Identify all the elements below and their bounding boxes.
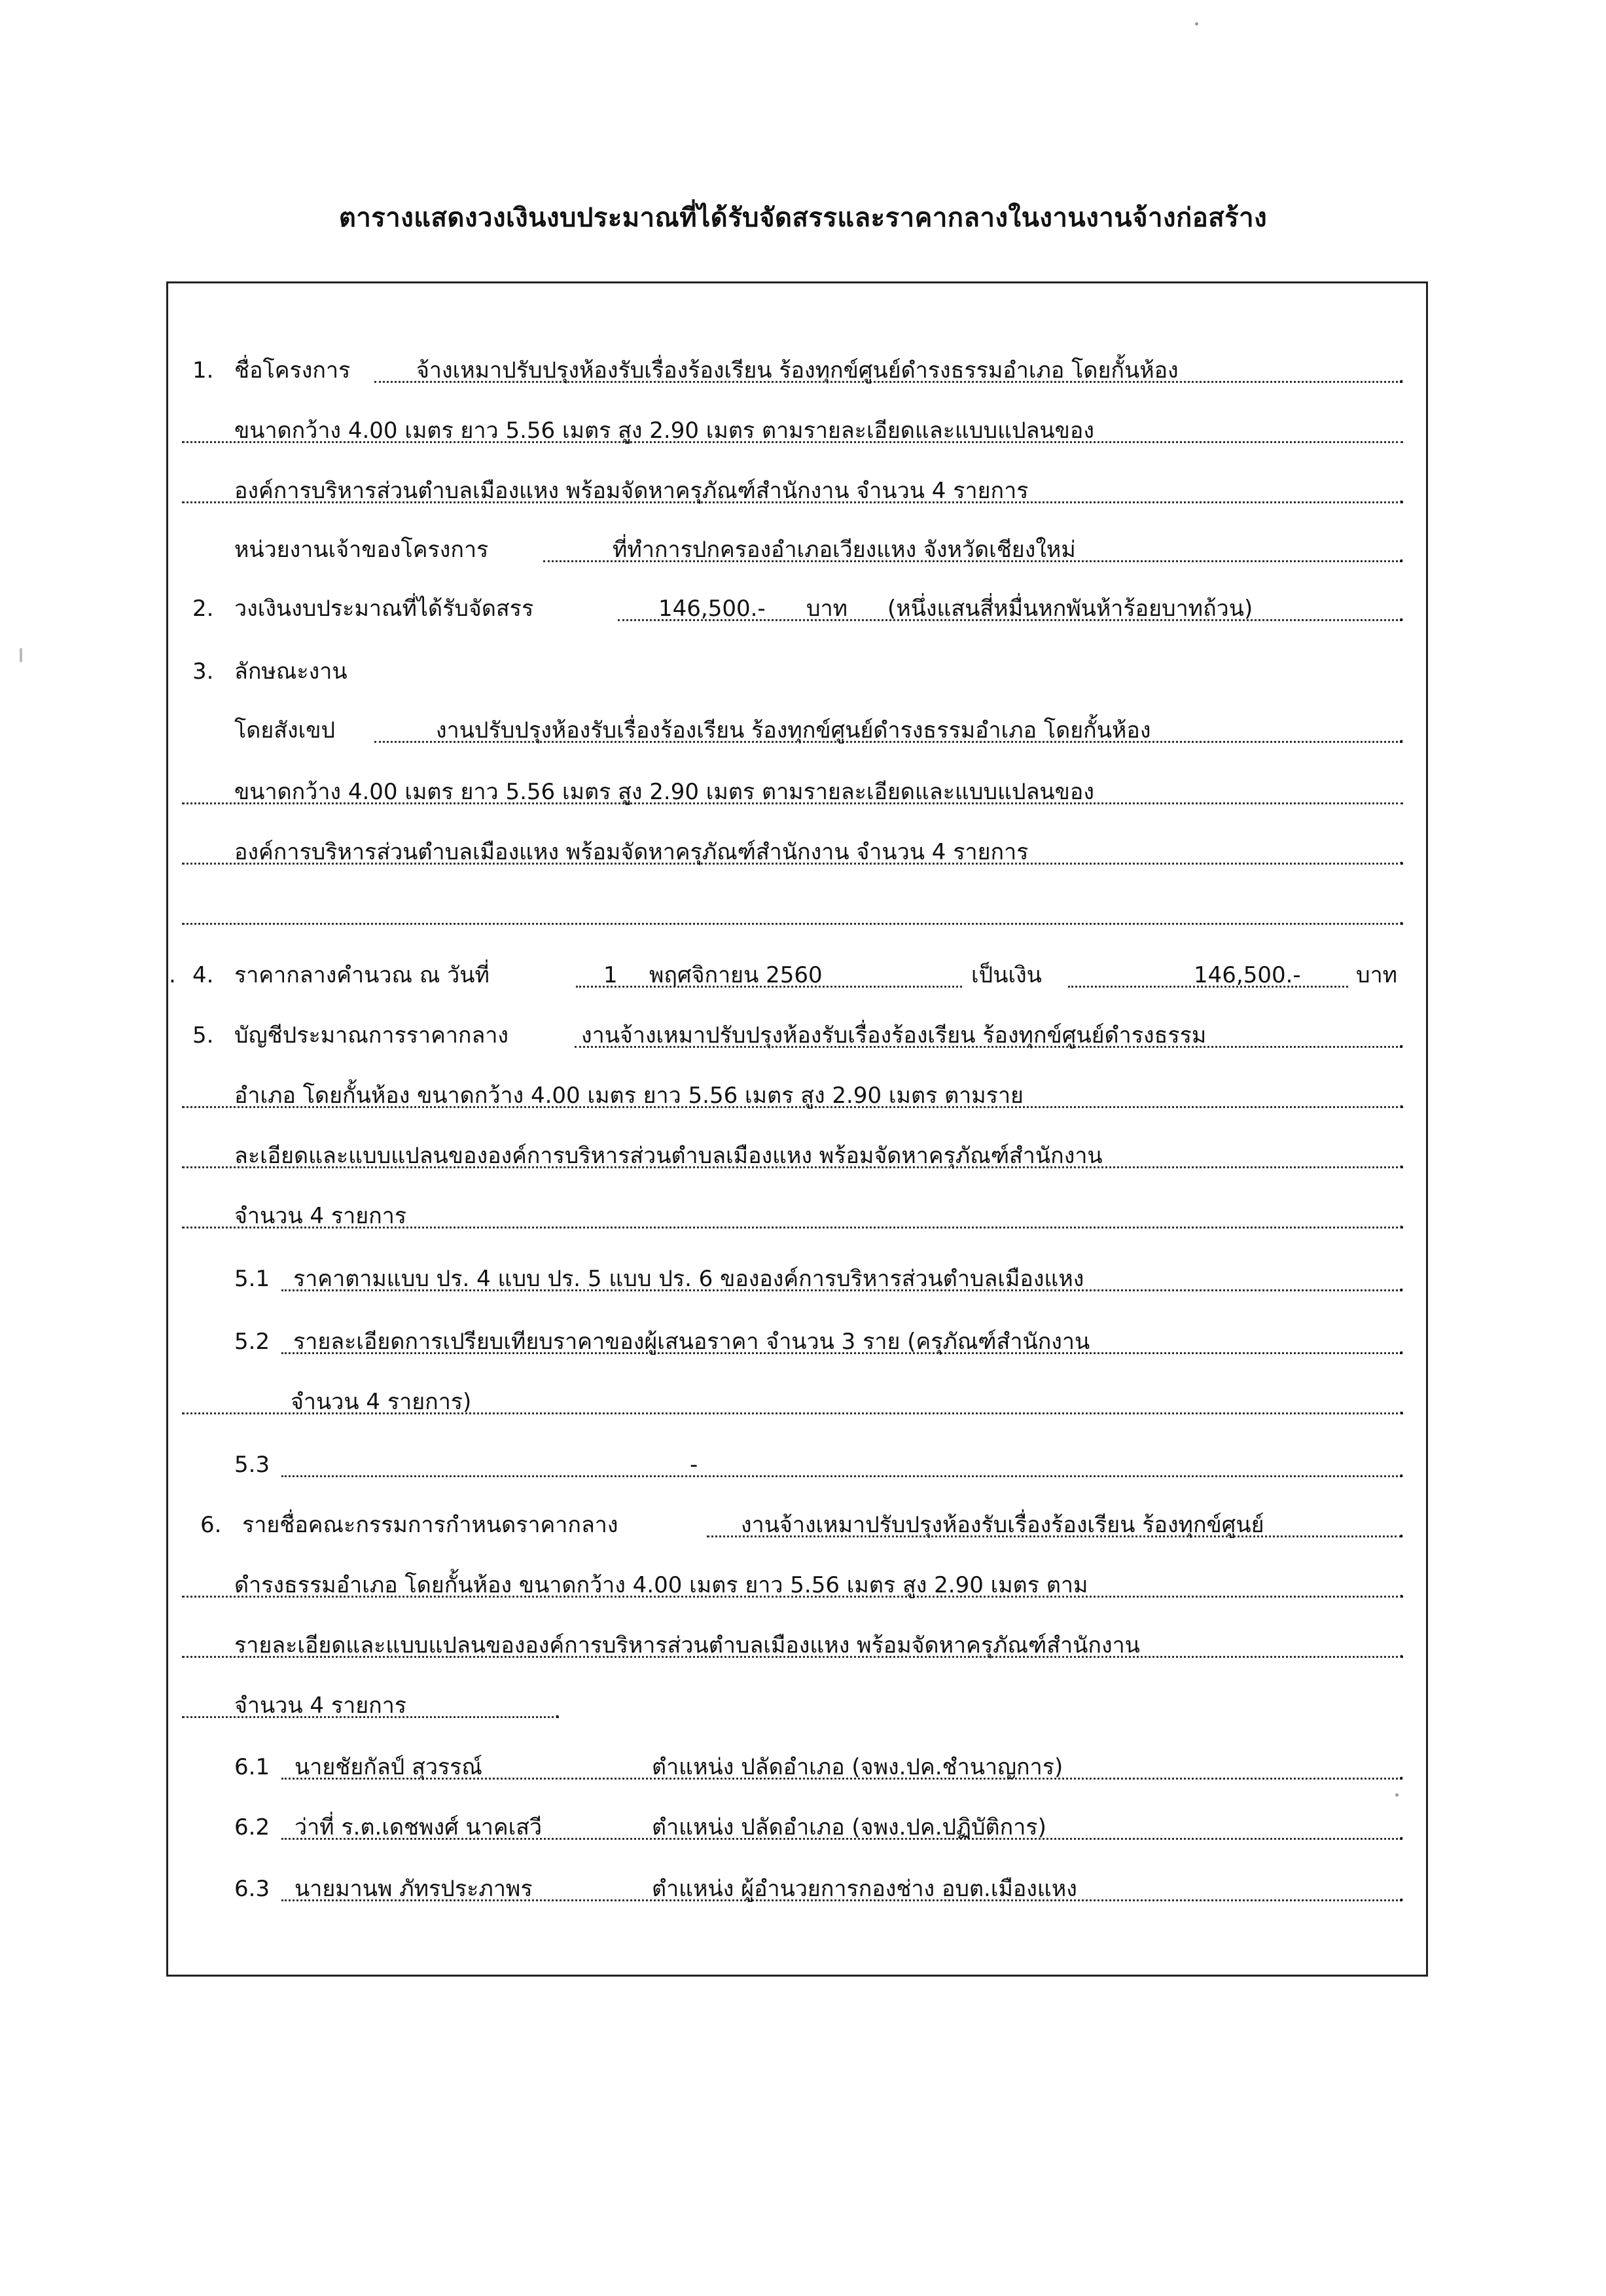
end-mark: . [1398,1457,1405,1483]
item3-row [0,652,1606,691]
item5-sub2-continuation: จำนวน 4 รายการ) [291,1389,472,1415]
item5-sub3-text: - [690,1452,698,1478]
end-mark: . [1398,723,1405,749]
item1-owner-row [0,530,1606,569]
end-mark: . [1398,1577,1405,1604]
item2-amount: 146,500.- [658,596,766,622]
item2-amount-words: (หนึ่งแสนสี่หมื่นหกพันห้าร้อยบาทถ้วน) [887,596,1253,622]
end-mark: . [1398,1028,1405,1054]
item5-sub2-cont-row [0,1382,1606,1422]
item2-row [0,589,1606,628]
item6-row2 [0,1566,1606,1605]
item2-label: วงเงินงบประมาณที่ได้รับจัดสรร [234,596,534,622]
item5-description-line3: ละเอียดและแบบแปลนขององค์การบริหารส่วนตำบลเมืองแหง พร้อมจัดหาครุภัณฑ์สำนักงาน [234,1143,1103,1169]
item5-number: 5. [192,1022,214,1049]
end-mark: . [1398,1759,1405,1785]
item6-row3 [0,1626,1606,1665]
scan-speck [20,648,22,662]
member-position: ตำแหน่ง ผู้อำนวยการกองช่าง อบต.เมืองแหง [652,1876,1077,1902]
item5-sub1-number: 5.1 [234,1266,270,1292]
dotted-line [182,923,1403,925]
item3-row1 [0,711,1606,750]
item3-row2 [0,772,1606,812]
end-mark: . [1398,1881,1405,1907]
item1-row1 [0,351,1606,390]
item1-row2 [0,411,1606,450]
item4-row [0,956,1606,995]
item3-row4-blank [0,893,1606,932]
member-number: 6.2 [234,1814,270,1840]
end-mark: . [1398,1148,1405,1174]
item6-description-line1: งานจ้างเหมาปรับปรุงห้องรับเรื่องร้องเรียน ร้องทุกข์ศูนย์ [741,1512,1264,1538]
page-title: ตารางแสดงวงเงินงบประมาณที่ได้รับจัดสรรและราคากลางในงานงานจ้างก่อสร้าง [338,203,1268,233]
item6-description-line4: จำนวน 4 รายการ [234,1693,407,1719]
item1-label: ชื่อโครงการ [234,357,351,384]
item5-sub2-row [0,1322,1606,1361]
item4-number: 4. [192,962,214,988]
item5-row4 [0,1196,1606,1236]
member-name: ว่าที่ ร.ต.เดชพงศ์ นาคเสวี [294,1814,543,1840]
item3-description-line3: องค์การบริหารส่วนตำบลเมืองแหง พร้อมจัดหาครุภัณฑ์สำนักงาน จำนวน 4 รายการ [234,839,1029,865]
item4-label: ราคากลางคำนวณ ณ วันที่ [234,962,490,988]
item5-description-line4: จำนวน 4 รายการ [234,1203,407,1229]
member-position: ตำแหน่ง ปลัดอำเภอ (จพง.ปค.ชำนาญการ) [652,1754,1063,1780]
item5-description-line1: งานจ้างเหมาปรับปรุงห้องรับเรื่องร้องเรียน ร้องทุกข์ศูนย์ดำรงธรรม [581,1022,1207,1049]
item3-description-line2: ขนาดกว้าง 4.00 เมตร ยาว 5.56 เมตร สูง 2.90 เมตร ตามรายละเอียดและแบบแปลนของ [234,779,1094,805]
item6-description-line3: รายละเอียดและแบบแปลนขององค์การบริหารส่วนตำบลเมืองแหง พร้อมจัดหาครุภัณฑ์สำนักงาน [234,1632,1140,1659]
end-mark: . [1398,1271,1405,1297]
item5-row1 [0,1016,1606,1055]
item3-description-line1: งานปรับปรุงห้องรับเรื่องร้องเรียน ร้องทุกข์ศูนย์ดำรงธรรมอำเภอ โดยกั้นห้อง [436,717,1151,744]
item1-row3 [0,471,1606,511]
item5-description-line2: อำเภอ โดยกั้นห้อง ขนาดกว้าง 4.00 เมตร ยาว 5.56 เมตร สูง 2.90 เมตร ตามราย [234,1083,1024,1109]
item6-row1 [0,1505,1606,1545]
item5-sub2-text: รายละเอียดการเปรียบเทียบราคาของผู้เสนอราคา จำนวน 3 ราย (ครุภัณฑ์สำนักงาน [293,1329,1090,1355]
end-mark: . [1398,483,1405,509]
margin-dot: . [169,962,176,988]
item1-number: 1. [192,357,214,384]
item5-sub1-text: ราคาตามแบบ ปร. 4 แบบ ปร. 5 แบบ ปร. 6 ขององค์การบริหารส่วนตำบลเมืองแหง [293,1266,1084,1292]
item1-project-name-line2: ขนาดกว้าง 4.00 เมตร ยาว 5.56 เมตร สูง 2.90 เมตร ตามรายละเอียดและแบบแปลนของ [234,418,1094,444]
item4-amount: 146,500.- [1194,962,1301,988]
item5-sub3-number: 5.3 [234,1452,270,1478]
item4-date-month-year: พฤศจิกายน 2560 [649,962,823,988]
end-mark: . [1398,844,1405,870]
committee-member-row [0,1869,1606,1909]
end-mark: . [1398,1517,1405,1543]
item4-amount-label: เป็นเงิน [971,962,1042,988]
item3-label: ลักษณะงาน [234,658,348,685]
member-name: นายชัยกัลป์ สุวรรณ์ [294,1754,482,1780]
item2-unit: บาท [806,596,848,622]
item1-project-name-line1: จ้างเหมาปรับปรุงห้องรับเรื่องร้องเรียน ร้องทุกข์ศูนย์ดำรงธรรมอำเภอ โดยกั้นห้อง [416,357,1179,384]
member-number: 6.1 [234,1754,270,1780]
committee-member-row [0,1748,1606,1787]
end-mark: . [1398,601,1405,627]
item6-label: รายชื่อคณะกรรมการกำหนดราคากลาง [242,1512,618,1538]
item2-number: 2. [192,596,214,622]
end-mark: . [1398,1394,1405,1420]
item6-number: 6. [200,1512,222,1538]
end-mark: . [1398,1208,1405,1234]
scan-speck [1395,1793,1399,1797]
item6-row4 [0,1686,1606,1725]
item5-sub2-number: 5.2 [234,1329,270,1355]
end-mark: . [1398,1638,1405,1664]
end-mark: . [1398,1088,1405,1114]
end-mark: . [1398,542,1405,568]
member-position: ตำแหน่ง ปลัดอำเภอ (จพง.ปค.ปฏิบัติการ) [652,1814,1046,1840]
end-mark: . [1398,1334,1405,1360]
end-mark: . [554,1698,561,1724]
item5-row3 [0,1136,1606,1175]
member-number: 6.3 [234,1876,270,1902]
item5-sub1-row [0,1259,1606,1299]
item3-sub-label: โดยสังเขป [234,717,336,744]
item3-number: 3. [192,658,214,685]
item4-date-day: 1 [603,962,618,988]
committee-member-row [0,1808,1606,1847]
item4-unit: บาท [1356,962,1398,988]
item1-project-name-line3: องค์การบริหารส่วนตำบลเมืองแหง พร้อมจัดหาครุภัณฑ์สำนักงาน จำนวน 4 รายการ [234,478,1029,504]
dotted-line [281,1475,1402,1477]
item6-description-line2: ดำรงธรรมอำเภอ โดยกั้นห้อง ขนาดกว้าง 4.00 เมตร ยาว 5.56 เมตร สูง 2.90 เมตร ตาม [234,1572,1088,1598]
member-name: นายมานพ ภัทรประภาพร [294,1876,533,1902]
end-mark: . [1398,905,1405,931]
item5-label: บัญชีประมาณการราคากลาง [234,1022,509,1049]
item3-row3 [0,833,1606,872]
end-mark: . [1398,363,1405,389]
item1-owner-label: หน่วยงานเจ้าของโครงการ [234,537,489,563]
end-mark: . [1398,1820,1405,1846]
item5-sub3-row [0,1445,1606,1484]
scan-speck [1195,22,1198,26]
item1-owner-value: ที่ทำการปกครองอำเภอเวียงแหง จังหวัดเชียงใหม่ [613,537,1076,563]
item5-row2 [0,1076,1606,1115]
